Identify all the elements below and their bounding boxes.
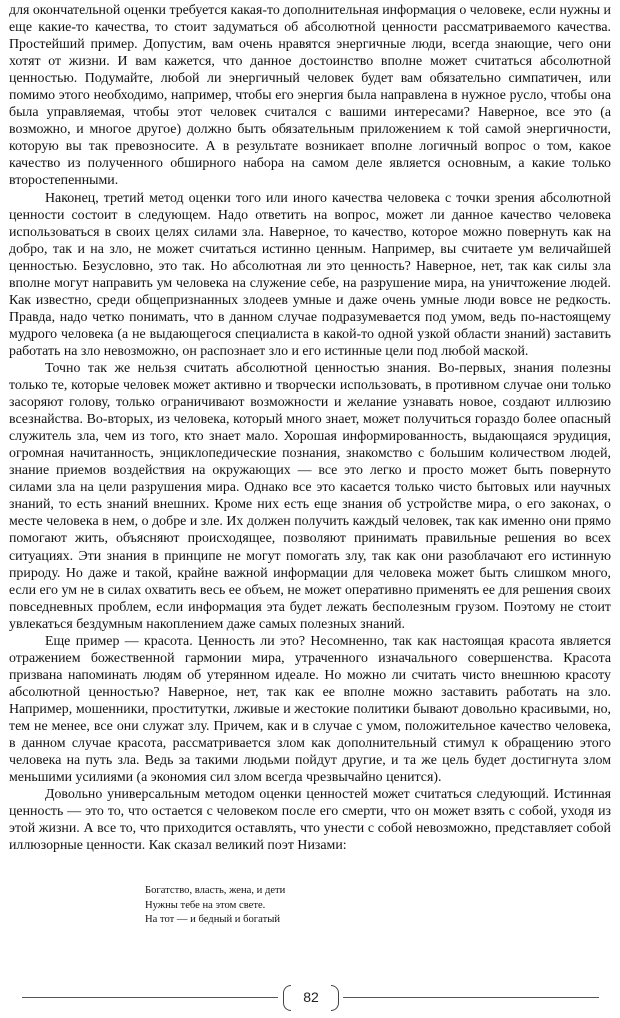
paragraph: Довольно универсальным методом оценки ценностей может считаться следующий. Истинная ценность — это то, что остается с человеком после его смерти, что он может взять с собой, уходя из этой жизни. А все то, что приходится оставлять, что унести с собой невозможно, представляет собой иллюзорные ценности. Как сказал великий поэт Низами: (9, 787, 611, 854)
right-bracket-icon (331, 985, 339, 1011)
paragraph: Еще пример — красота. Ценность ли это? Несомненно, так как настоящая красота является отражением божественной гармонии мира, утраченного изначального совершенства. Красота призвана напоминать людям об утерянном идеале. Но можно ли считать чисто внешнюю красоту абсолютной ценностью? Наверное, нет, так как ее вполне можно заставить работать на зло. Например, мошенники, проститутки, лживые и жестокие политики бывают довольно красивыми, но, тем не менее, все они служат злу. Причем, как и в случае с умом, положительное качество человека, в данном случае красота, рассматривается злом как дополнительный стимул к обращению этого человека на путь зла. Ведь за такими людьми пойдут другие, и та же цель будет достигнута злом меньшими усилиями (а экономия сил злом всегда чрезвычайно ценится). (9, 633, 611, 786)
paragraph: Точно так же нельзя считать абсолютной ценностью знания. Во-первых, знания полезны только те, которые человек может активно и творчески использовать, в противном случае они только засоряют голову, только ограничивают возможности и желание узнавать новое, создают иллюзию всезнайства. Во-вторых, из человека, который много знает, может получиться гораздо более опасный служитель зла, чем из того, кто знает мало. Хорошая информированность, выдающаяся эрудиция, огромная начитанность, энциклопедические познания, знакомство с большим количеством людей, знание приемов воздействия на окружающих — все это легко и просто может быть повернуто силами зла на цели разрушения мира. Однако все это касается только чисто бытовых или научных знаний, то есть знаний внешних. Кроме них есть еще знания об устройстве мира, о его законах, о месте человека в нем, о добре и зле. Их должен получить каждый человек, так как именно они прямо помогают жить, объясняют происходящее, позволяют принимать правильные решения во всех ситуациях. Эти знания в принципе не могут помогать злу, так как они разоблачают его истинную природу. Но даже и такой, крайне важной информации для человека может быть слишком много, если его ум не в силах охватить весь ее объем, не может оперативно применять ее для решения своих повседневных проблем, если информация эта будет лежать бесполезным грузом. Поэтому не стоит увлекаться бездумным накоплением даже самых полезных знаний. (9, 360, 611, 632)
page-number: 82 (303, 989, 319, 1005)
body-text (9, 2, 611, 854)
poem-line: На тот — и бедный и богатый (145, 914, 280, 926)
paragraph: Наконец, третий метод оценки того или иного качества человека с точки зрения абсолютной ценности состоит в следующем. Надо ответить на вопрос, может ли данное качество человека использоваться в своих целях силами зла. Наверное, то качество, которое можно повернуть как на добро, так и на зло, не может считаться истинно ценным. Например, вы считаете ум величайшей ценностью. Безусловно, это так. Но абсолютная ли это ценность? Наверное, нет, так как силы зла вполне могут направить ум человека на служение себе, на разрушение мира, на уничтожение людей. Как известно, среди общепризнанных злодеев умные и даже очень умные люди вовсе не редкость. Правда, надо четко понимать, что в данном случае подразумевается под умом, ведь по-настоящему мудрого человека (а не выдающегося специалиста в какой-то одной узкой области знаний) заставить работать на зло невозможно, он распознает зло и его истинные цели под любой маской. (9, 190, 611, 359)
footer-rule-right (343, 997, 599, 998)
paragraph: для окончательной оценки требуется какая-то дополнительная информация о человеке, если нужны и еще какие-то качества, то стоит задуматься об абсолютной ценности рассматриваемого качества. Простейший пример. Допустим, вам очень нравятся энергичные люди, всегда знающие, чего они хотят от жизни. И вам кажется, что данное достоинство вполне может считаться абсолютной ценностью. Подумайте, любой ли энергичный человек будет вам обязательно симпатичен, или помимо этого необходимо, например, чтобы его энергия была направлена в нужное русло, чтобы она была управляемая, чтобы этот человек считался с вашими интересами? Наверное, все это (а возможно, и многое другое) должно быть обязательным приложением к той самой энергичности, которую вы так превозносите. А в результате возникает вполне логичный вопрос о том, какое качество из полученного обширного набора на самом деле является основным, а какие только второстепенными. (9, 3, 611, 189)
page-number-bracket (283, 985, 339, 1011)
poem-line: Нужны тебе на этом свете. (145, 899, 266, 911)
left-bracket-icon (283, 985, 291, 1011)
poem-line: Богатство, власть, жена, и дети (145, 885, 286, 896)
footer-rule-left (22, 997, 278, 998)
poem-quote (145, 884, 285, 928)
